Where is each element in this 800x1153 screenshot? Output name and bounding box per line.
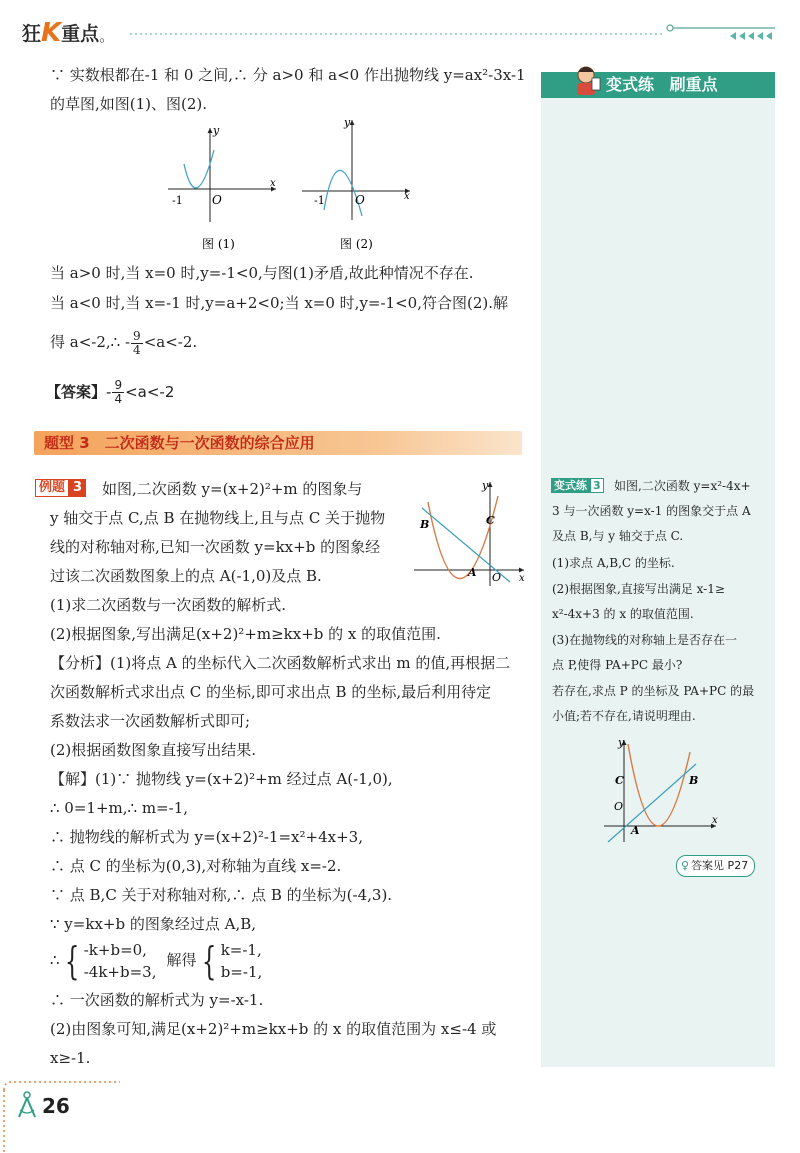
solution-line-5: ∵ y=kx+b 的图象经过点 A,B, [50, 915, 257, 933]
page-number: 26 [42, 1094, 70, 1118]
ex-graph-a: A [468, 566, 477, 579]
solution-line-3: ∴ 点 C 的坐标为(0,3),对称轴为直线 x=-2. [50, 857, 342, 875]
practice-line-3: (1)求点 A,B,C 的坐标. [552, 556, 675, 570]
result-fraction [131, 330, 143, 357]
sys-solutions [221, 939, 263, 983]
ex-line-3: 过该二次函数图象上的点 A(-1,0)及点 B. [50, 567, 322, 585]
intro-line-1: ∵ 实数根都在-1 和 0 之间,∴ 分 a>0 和 a<0 作出抛物线 y=ax²-3x-1 [50, 66, 526, 84]
practice-line-9: 小值;若不存在,请说明理由. [552, 709, 696, 723]
banner-label: 变式练 [606, 75, 655, 94]
figure-1 [166, 122, 282, 254]
practice-line-1: 3 与一次函数 y=x-1 的图象交于点 A [552, 504, 751, 518]
pin-icon: ♀ [681, 859, 690, 872]
sys-eq-2: -4k+b=3, [83, 963, 157, 981]
practice-line-5: x²-4x+3 的 x 的取值范围. [552, 607, 694, 621]
answer-ref-text: 答案见 P27 [691, 859, 749, 872]
practice-line-0: 如图,二次函数 y=x²-4x+ [614, 479, 751, 493]
answer-label: 【答案】 [46, 383, 107, 401]
ex-graph-b: B [420, 518, 430, 531]
sidebar-banner-title [606, 74, 718, 96]
practice-tag-label: 变式练 [551, 478, 590, 493]
solution-end-2: x≥-1. [50, 1049, 91, 1067]
fig2-x: x [404, 191, 410, 202]
analysis-line-3: (2)根据函数图象直接写出结果. [50, 741, 257, 759]
practice-line-4: (2)根据图象,直接写出满足 x-1≥ [552, 582, 725, 596]
ex-graph-o: O [492, 571, 502, 584]
answer-ref-badge [676, 855, 755, 877]
practice-tag-num: 3 [590, 478, 604, 493]
question-1: (1)求二次函数与一次函数的解析式. [50, 596, 287, 614]
practice-line-6: (3)在抛物线的对称轴上是否存在一 [552, 633, 737, 647]
sys-sol-2: b=-1, [220, 963, 263, 981]
practice-line-2: 及点 B,与 y 轴交于点 C. [552, 529, 684, 543]
practice-line-7: 点 P,使得 PA+PC 最小? [552, 658, 683, 672]
sys-sol-1: k=-1, [220, 941, 262, 959]
ex-graph-y: y [482, 479, 489, 492]
result-prefix: 得 a<-2,∴ - [50, 333, 131, 351]
practice-graph-a: A [631, 824, 640, 837]
answer-num: 9 [114, 378, 123, 392]
sys-mid: 解得 [166, 951, 197, 969]
example-graph [410, 478, 528, 588]
practice-graph-o: O [614, 800, 624, 813]
solution-line-4: ∵ 点 B,C 关于对称轴对称,∴ 点 B 的坐标为(-4,3). [50, 886, 393, 904]
fig2-o: O [355, 193, 365, 207]
solution-end-0: ∴ 一次函数的解析式为 y=-x-1. [50, 991, 264, 1009]
solution-line-1: ∴ 0=1+m,∴ m=-1, [50, 799, 189, 817]
example-tag-label: 例题 [35, 479, 69, 497]
answer-line [46, 372, 174, 412]
result-suffix: <a<-2. [143, 333, 198, 351]
result-num: 9 [133, 328, 141, 343]
practice-line-8: 若存在,求点 P 的坐标及 PA+PC 的最 [552, 684, 755, 698]
mascot-icon [568, 62, 604, 98]
answer-den: 4 [114, 392, 123, 406]
practice-graph-x: x [712, 815, 718, 826]
logo-dot: 。 [99, 27, 115, 45]
result-line [50, 322, 197, 362]
sys-prefix: ∴ [50, 951, 60, 969]
practice-graph-y: y [618, 736, 625, 749]
example-tag-num: 3 [69, 479, 86, 497]
fig1-caption: 图 (1) [202, 237, 235, 251]
case-2: 当 a<0 时,当 x=-1 时,y=a+2<0;当 x=0 时,y=-1<0,符合图(2).解 [50, 294, 508, 312]
ex-graph-c: C [486, 514, 495, 527]
header-rule [130, 22, 780, 46]
fig1-o: O [212, 193, 222, 207]
solution-line-0: 【解】(1)∵ 抛物线 y=(x+2)²+m 经过点 A(-1,0), [50, 770, 393, 788]
compass-icon [14, 1090, 40, 1120]
practice-graph-b: B [689, 774, 699, 787]
sys-equations [84, 939, 157, 983]
sys-eq-1: -k+b=0, [83, 941, 147, 959]
solution-line-2: ∴ 抛物线的解析式为 y=(x+2)²-1=x²+4x+3, [50, 828, 363, 846]
header-logo [22, 20, 114, 46]
logo-text-1: 狂 [22, 23, 42, 45]
practice-graph [598, 734, 723, 846]
fig2-y: y [344, 116, 351, 129]
section-title: 题型 3 二次函数与一次函数的综合应用 [44, 434, 315, 452]
solution-end-1: (2)由图象可知,满足(x+2)²+m≥kx+b 的 x 的取值范围为 x≤-4 或 [50, 1020, 497, 1038]
result-den: 4 [133, 342, 141, 357]
logo-text-3: 重点 [61, 23, 100, 45]
fig2-caption: 图 (2) [340, 237, 373, 251]
logo-text-2: K [41, 18, 62, 48]
case-1: 当 a>0 时,当 x=0 时,y=-1<0,与图(1)矛盾,故此种情况不存在. [50, 264, 474, 282]
fig1-x: x [270, 178, 276, 189]
ex-line-0: 如图,二次函数 y=(x+2)²+m 的图象与 [102, 480, 363, 498]
example-tag [35, 479, 86, 497]
analysis-line-2: 系数法求一次函数解析式即可; [50, 712, 251, 730]
ex-line-1: y 轴交于点 C,点 B 在抛物线上,且与点 C 关于抛物 [50, 509, 386, 527]
ex-line-2: 线的对称轴对称,已知一次函数 y=kx+b 的图象经 [50, 538, 381, 556]
answer-fraction [112, 379, 124, 406]
practice-tag [551, 478, 604, 493]
equation-system [50, 936, 262, 984]
answer-suffix: <a<-2 [125, 383, 175, 401]
figure-2 [300, 116, 416, 254]
question-2: (2)根据图象,写出满足(x+2)²+m≥kx+b 的 x 的取值范围. [50, 625, 441, 643]
left-brace-icon: { [64, 939, 79, 983]
fig2-neg1: -1 [314, 194, 325, 207]
banner-sub: 刷重点 [669, 75, 718, 94]
analysis-line-1: 次函数解析式求出点 C 的坐标,即可求出点 B 的坐标,最后利用待定 [50, 683, 492, 701]
answer-prefix: - [106, 383, 112, 401]
fig1-y: y [213, 124, 220, 137]
intro-line-2: 的草图,如图(1)、图(2). [50, 95, 208, 113]
ex-graph-x: x [519, 573, 525, 584]
right-brace-icon: { [201, 939, 216, 983]
analysis-line-0: 【分析】(1)将点 A 的坐标代入二次函数解析式求出 m 的值,再根据二 [50, 654, 511, 672]
practice-graph-c: C [615, 774, 624, 787]
fig1-neg1: -1 [172, 194, 183, 207]
